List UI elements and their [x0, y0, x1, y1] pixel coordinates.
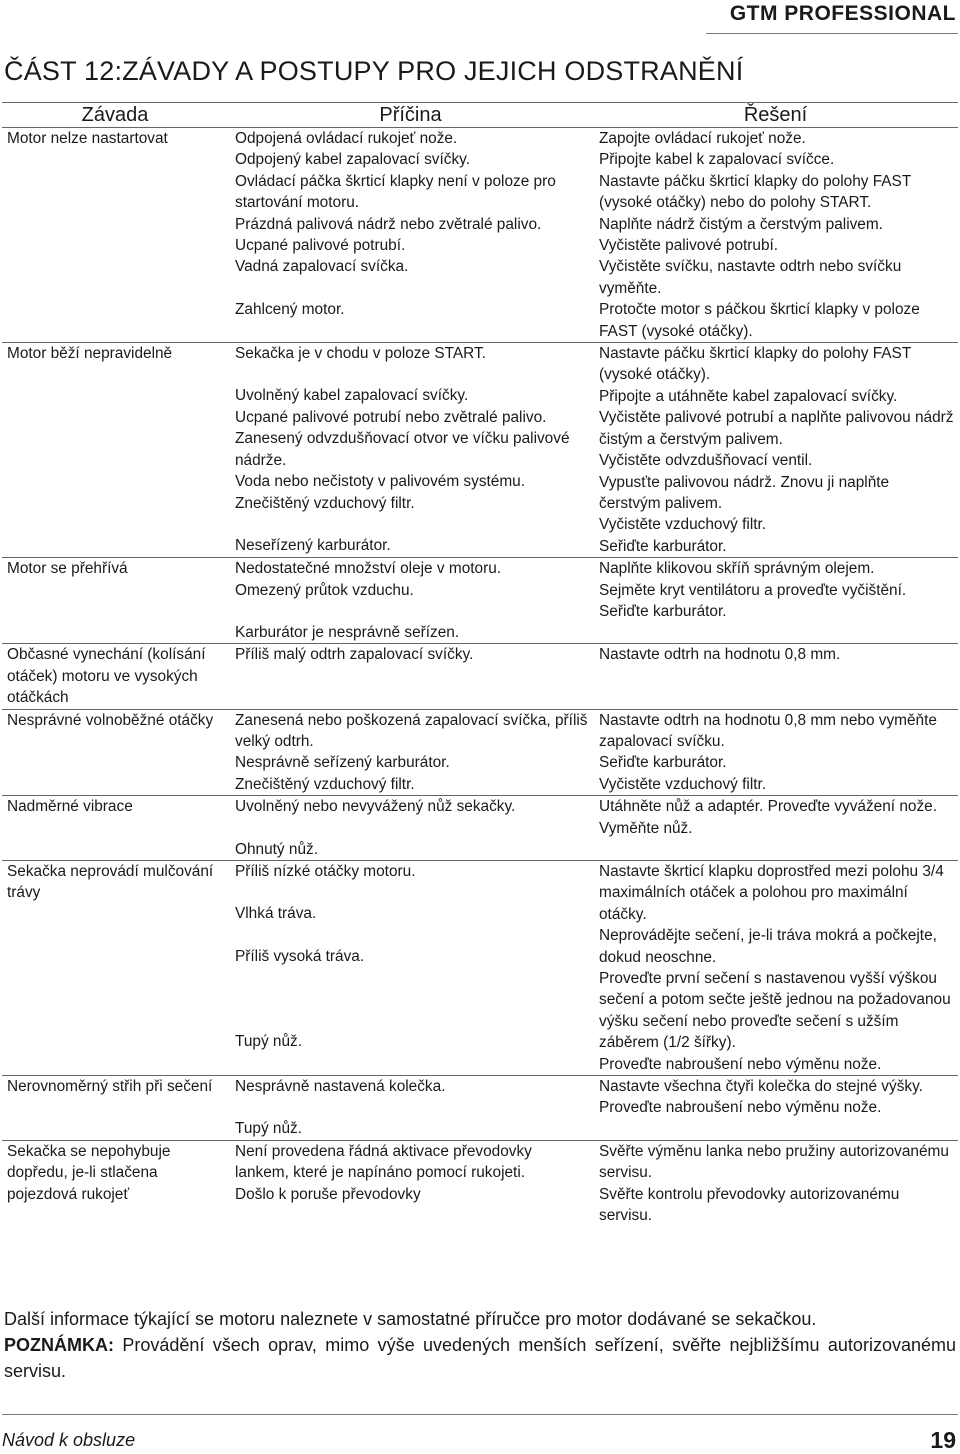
table-row	[2, 558, 958, 644]
cause-cell	[228, 644, 593, 709]
solution-item: Připojte a utáhněte kabel zapalovací svíčky.	[599, 387, 898, 405]
cause-item: Tupý nůž.	[235, 1120, 303, 1138]
cause-item: Příliš nízké otáčky motoru.	[235, 863, 416, 880]
problem-cell: Sekačka neprovádí mulčování trávy	[2, 861, 228, 1076]
footer-manual-title: Návod k obsluze	[2, 1430, 136, 1450]
cause-item: Příliš vysoká tráva.	[235, 947, 365, 965]
remark-label: POZNÁMKA:	[4, 1335, 114, 1355]
solution-item: Vyčistěte palivové potrubí.	[599, 237, 779, 255]
cause-item: Nesprávně nastavená kolečka.	[235, 1078, 446, 1096]
cause-item: Karburátor je nesprávně seřízen.	[235, 623, 460, 641]
solution-item: Proveďte nabroušení nebo výměnu nože.	[599, 1055, 882, 1073]
solution-cell	[593, 128, 958, 343]
column-header-problem: Závada	[2, 103, 228, 128]
cause-cell	[228, 861, 593, 1076]
problem-cell: Motor se přehřívá	[2, 558, 228, 644]
problem-cell: Občasné vynechání (kolísání otáček) motoru ve vysokých otáčkách	[2, 644, 228, 709]
cause-item: Zanesená nebo poškozená zapalovací svíčka, příliš velký odtrh.	[235, 711, 588, 750]
table-body	[2, 128, 958, 1227]
cause-item: Ohnutý nůž.	[235, 840, 318, 858]
problem-cell: Sekačka se nepohybuje dopředu, je-li stlačena pojezdová rukojeť	[2, 1140, 228, 1226]
table-row	[2, 709, 958, 796]
solution-cell	[593, 709, 958, 796]
solution-item: Nastavte všechna čtyři kolečka do stejné výšky.	[599, 1078, 923, 1096]
solution-cell	[593, 1076, 958, 1141]
solution-item: Seřiďte karburátor.	[599, 754, 727, 772]
solution-item: Sejměte kryt ventilátoru a proveďte vyčištění.	[599, 581, 907, 599]
cause-item: Nedostatečné množství oleje v motoru.	[235, 560, 502, 578]
problem-cell: Nesprávné volnoběžné otáčky	[2, 709, 228, 796]
cause-item: Vlhká tráva.	[235, 905, 317, 923]
solution-item: Vyčistěte vzduchový filtr.	[599, 775, 767, 793]
solution-cell	[593, 1140, 958, 1226]
page-number: 19	[930, 1427, 956, 1453]
solution-item: Svěřte kontrolu převodovky autorizovanému servisu.	[599, 1185, 900, 1225]
solution-cell	[593, 861, 958, 1076]
cause-item: Ovládací páčka škrticí klapky není v poloze pro startování motoru.	[235, 172, 556, 212]
solution-item: Nastavte odtrh na hodnotu 0,8 mm nebo vyměňte zapalovací svíčku.	[599, 711, 937, 750]
table-row	[2, 861, 958, 1076]
troubleshooting-table-wrapper	[2, 102, 958, 1227]
solution-cell	[593, 796, 958, 861]
cause-item: Uvolněný kabel zapalovací svíčky.	[235, 387, 469, 405]
cause-cell	[228, 343, 593, 558]
page-title: ČÁST 12:ZÁVADY A POSTUPY PRO JEJICH ODSTRANĚNÍ	[4, 56, 744, 86]
cause-item: Ucpané palivové potrubí.	[235, 237, 406, 255]
solution-item: Naplňte nádrž čistým a čerstvým palivem.	[599, 215, 883, 233]
brand-name: GTM PROFESSIONAL	[729, 2, 956, 25]
problem-cell: Motor běží nepravidelně	[2, 343, 228, 558]
cause-item: Tupý nůž.	[235, 1033, 303, 1051]
table-row	[2, 1076, 958, 1141]
footnote	[4, 1306, 956, 1384]
cause-item: Voda nebo nečistoty v palivovém systému.	[235, 473, 526, 491]
cause-item: Zahlcený motor.	[235, 300, 345, 318]
solution-item: Seřiďte karburátor.	[599, 537, 727, 555]
column-header-solution: Řešení	[593, 103, 958, 128]
cause-cell	[228, 128, 593, 343]
cause-cell	[228, 1076, 593, 1141]
column-header-cause: Příčina	[228, 103, 593, 128]
cause-item: Sekačka je v chodu v poloze START.	[235, 345, 486, 363]
solution-item: Svěřte výměnu lanka nebo pružiny autorizovanému servisu.	[599, 1142, 949, 1182]
solution-item: Vyčistěte odvzdušňovací ventil.	[599, 452, 813, 470]
cause-item: Neseřízený karburátor.	[235, 536, 391, 554]
cause-item: Vadná zapalovací svíčka.	[235, 258, 409, 276]
table-header-row	[2, 103, 958, 128]
solution-item: Utáhněte nůž a adaptér. Proveďte vyvážení nože.	[599, 798, 938, 816]
cause-item: Zanesený odvzdušňovací otvor ve víčku palivové nádrže.	[235, 430, 570, 469]
footnote-remark	[4, 1332, 956, 1384]
cause-item: Prázdná palivová nádrž nebo zvětralé palivo.	[235, 215, 542, 233]
cause-item: Omezený průtok vzduchu.	[235, 581, 414, 599]
solution-item: Vyměňte nůž.	[599, 819, 693, 837]
solution-item: Zapojte ovládací rukojeť nože.	[599, 130, 806, 147]
cause-item: Znečištěný vzduchový filtr.	[235, 775, 415, 793]
solution-item: Připojte kabel k zapalovací svíčce.	[599, 151, 835, 169]
solution-item: Naplňte klikovou skříň správným olejem.	[599, 560, 875, 578]
solution-cell	[593, 343, 958, 558]
troubleshooting-table	[2, 102, 958, 1227]
cause-item: Znečištěný vzduchový filtr.	[235, 494, 415, 512]
problem-cell: Nadměrné vibrace	[2, 796, 228, 861]
footnote-line: Další informace týkající se motoru naleznete v samostatné příručce pro motor dodávané se sekačkou.	[4, 1309, 817, 1329]
cause-item: Odpojený kabel zapalovací svíčky.	[235, 151, 470, 169]
cause-cell	[228, 558, 593, 644]
solution-item: Seřiďte karburátor.	[599, 602, 727, 620]
solution-item: Vyčistěte palivové potrubí a naplňte palivovou nádrž čistým a čerstvým palivem.	[599, 409, 954, 448]
table-row	[2, 796, 958, 861]
table-row	[2, 1140, 958, 1226]
solution-item: Nastavte páčku škrticí klapky do polohy FAST (vysoké otáčky) nebo do polohy START.	[599, 172, 911, 212]
header-rule	[706, 33, 958, 34]
table-row	[2, 128, 958, 343]
solution-item: Neprovádějte sečení, je-li tráva mokrá a počkejte, dokud neoschne.	[599, 927, 937, 966]
solution-item: Nastavte škrticí klapku doprostřed mezi polohu 3/4 maximálních otáček a polohou pro maximální otáčky.	[599, 863, 944, 923]
cause-item: Není provedena řádná aktivace převodovky lankem, které je napínáno pomocí rukojeti.	[235, 1142, 532, 1182]
table-row	[2, 343, 958, 558]
solution-item: Proveďte první sečení s nastavenou vyšší výškou sečení a potom sečte ještě jednou na požadovanou výšku sečení nebo proveďte sečení s užším záběrem (1/2 šířky).	[599, 970, 951, 1052]
footer-rule	[2, 1414, 958, 1415]
solution-item: Vyčistěte svíčku, nastavte odtrh nebo svíčku vyměňte.	[599, 258, 902, 297]
solution-item: Vyčistěte vzduchový filtr.	[599, 516, 767, 534]
solution-item: Protočte motor s páčkou škrticí klapky v poloze FAST (vysoké otáčky).	[599, 301, 920, 340]
solution-item: Nastavte páčku škrticí klapky do polohy FAST (vysoké otáčky).	[599, 345, 911, 384]
remark-text: Provádění všech oprav, mimo výše uvedených menších seřízení, svěřte nejbližšímu autorizovanému servisu.	[4, 1335, 956, 1381]
table-row	[2, 644, 958, 709]
cause-item: Uvolněný nebo nevyvážený nůž sekačky.	[235, 798, 516, 816]
solution-cell	[593, 558, 958, 644]
cause-item: Odpojená ovládací rukojeť nože.	[235, 130, 458, 147]
problem-cell: Motor nelze nastartovat	[2, 128, 228, 343]
cause-item: Nesprávně seřízený karburátor.	[235, 754, 450, 772]
solution-cell	[593, 644, 958, 709]
cause-item: Ucpané palivové potrubí nebo zvětralé palivo.	[235, 408, 547, 426]
problem-cell: Nerovnoměrný střih při sečení	[2, 1076, 228, 1141]
cause-cell	[228, 1140, 593, 1226]
cause-cell	[228, 796, 593, 861]
solution-item: Vypusťte palivovou nádrž. Znovu ji naplňte čerstvým palivem.	[599, 473, 890, 512]
cause-item: Došlo k poruše převodovky	[235, 1185, 421, 1203]
cause-cell	[228, 709, 593, 796]
solution-item: Nastavte odtrh na hodnotu 0,8 mm.	[599, 646, 841, 664]
cause-item: Příliš malý odtrh zapalovací svíčky.	[235, 646, 474, 664]
solution-item: Proveďte nabroušení nebo výměnu nože.	[599, 1099, 882, 1117]
